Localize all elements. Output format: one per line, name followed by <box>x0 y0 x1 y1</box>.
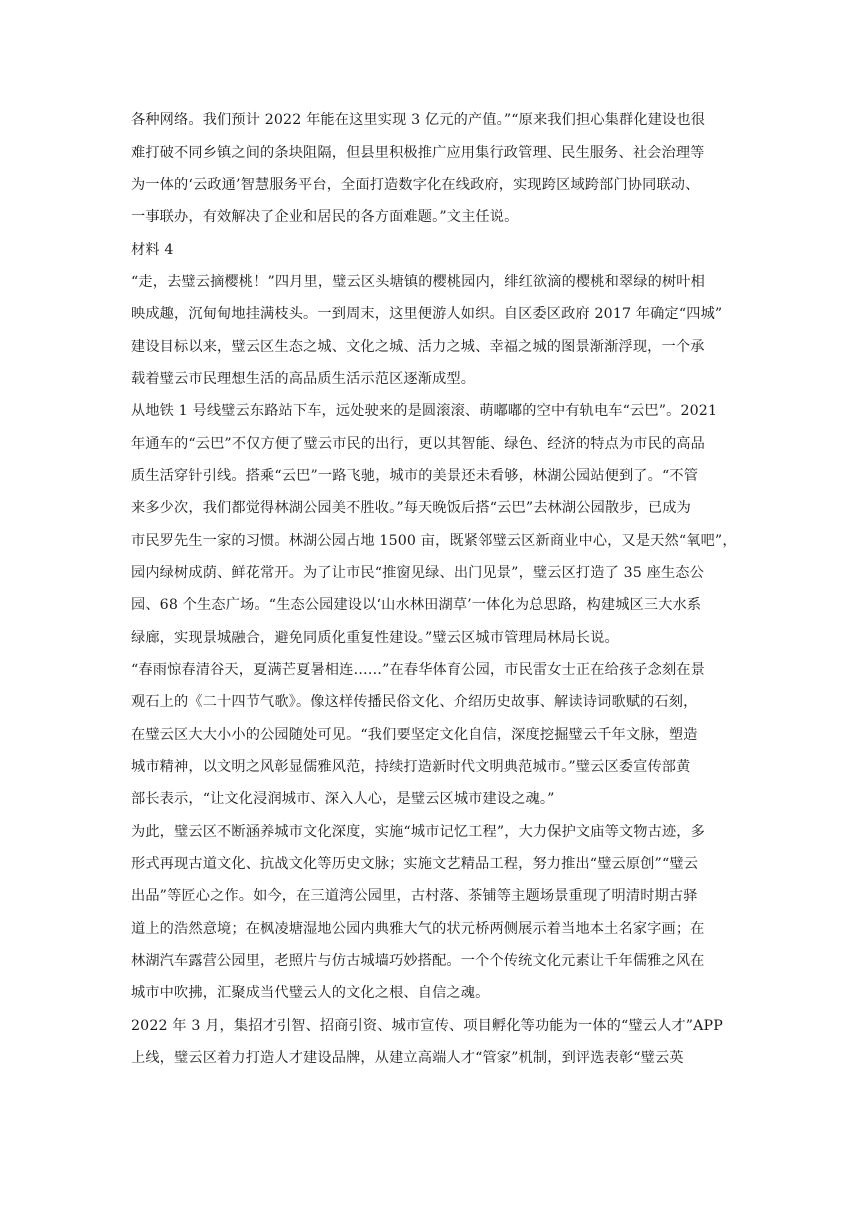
text-line: 为一体的‘云政通’智慧服务平台，全面打造数字化在线政府，实现跨区域跨部门协同联动、 <box>131 177 700 193</box>
text-line: 映成趣，沉甸甸地挂满枝头。一到周末，这里便游人如织。自区委区政府 2017 年确定“四城” <box>131 306 723 322</box>
text-line: 年通车的“云巴”不仅方便了璧云市民的出行，更以其智能、绿色、经济的特点为市民的高品 <box>131 436 705 452</box>
text-line: 来多少次，我们都觉得林湖公园美不胜收。”每天晚饭后搭“云巴”去林湖公园散步，已成为 <box>131 500 691 516</box>
text-line: 质生活穿针引线。搭乘“云巴”一路飞驰，城市的美景还未看够，林湖公园站便到了。“不管 <box>131 468 699 484</box>
text-line: 为此，璧云区不断涵养城市文化深度，实施“城市记忆工程”，大力保护文庙等文物古迹，多 <box>131 824 705 840</box>
text-line: 形式再现古道文化、抗战文化等历史文脉；实施文艺精品工程，努力推出“璧云原创”“璧云 <box>131 856 699 872</box>
text-line: “走，去璧云摘樱桃！”四月里，璧云区头塘镇的樱桃园内，绯红欲滴的樱桃和翠绿的树叶相 <box>131 274 705 290</box>
text-line: 各种网络。我们预计 2022 年能在这里实现 3 亿元的产值。”“原来我们担心集群化建设也很 <box>131 112 706 128</box>
text-line: 绿廊，实现景城融合，避免同质化重复性建设。”璧云区城市管理局林局长说。 <box>131 630 619 646</box>
text-line: 从地铁 1 号线璧云东路站下车，远处驶来的是圆滚滚、萌嘟嘟的空中有轨电车“云巴”。2021 <box>131 403 718 419</box>
text-line: 道上的浩然意境；在枫凌塘湿地公园内典雅大气的状元桥两侧展示着当地本土名家字画；在 <box>131 921 705 937</box>
section-heading: 材料 4 <box>131 242 174 258</box>
text-line: 城市精神，以文明之风彰显儒雅风范，持续打造新时代文明典范城市。”璧云区委宣传部黄 <box>131 759 691 775</box>
text-line: 观石上的《二十四节气歌》。像这样传播民俗文化、介绍历史故事、解读诗词歌赋的石刻， <box>131 694 698 710</box>
text-line: 市民罗先生一家的习惯。林湖公园占地 1500 亩，既紧邻璧云区新商业中心，又是天然“氧吧”， <box>131 533 737 549</box>
text-line: 一事联办，有效解决了企业和居民的各方面难题。”文主任说。 <box>131 209 519 225</box>
text-line: “春雨惊春清谷天，夏满芒夏暑相连……”在春华体育公园，市民雷女士正在给孩子念刻在景 <box>131 662 705 678</box>
text-line: 建设目标以来，璧云区生态之城、文化之城、活力之城、幸福之城的图景渐渐浮现，一个承 <box>131 339 705 355</box>
text-line: 园、68 个生态广场。“生态公园建设以‘山水林田湖草’一体化为总思路，构建城区三大水系 <box>131 597 702 613</box>
text-line: 2022 年 3 月，集招才引智、招商引资、城市宣传、项目孵化等功能为一体的“璧云人才”APP <box>131 1018 723 1034</box>
text-line: 在璧云区大大小小的公园随处可见。“我们要坚定文化自信，深度挖掘璧云千年文脉，塑造 <box>131 727 698 743</box>
text-line: 出品”等匠心之作。如今，在三道湾公园里，古村落、茶铺等主题场景重现了明清时期古驿 <box>131 888 698 904</box>
text-line: 园内绿树成荫、鲜花常开。为了让市民“推窗见绿、出门见景”，璧云区打造了 35 座生态公 <box>131 565 704 581</box>
text-line: 林湖汽车露营公园里，老照片与仿古城墙巧妙搭配。一个个传统文化元素让千年儒雅之风在 <box>131 953 705 969</box>
text-line: 城市中吹拂，汇聚成当代璧云人的文化之根、自信之魂。 <box>131 985 490 1001</box>
text-line: 难打破不同乡镇之间的条块阻隔，但县里积极推广应用集行政管理、民生服务、社会治理等 <box>131 145 705 161</box>
text-line: 上线，璧云区着力打造人才建设品牌，从建立高端人才“管家”机制，到评选表彰“璧云英 <box>131 1050 684 1066</box>
text-line: 载着璧云市民理想生活的高品质生活示范区逐渐成型。 <box>131 371 476 387</box>
text-line: 部长表示，“让文化浸润城市、深入人心，是璧云区城市建设之魂。” <box>131 791 555 807</box>
